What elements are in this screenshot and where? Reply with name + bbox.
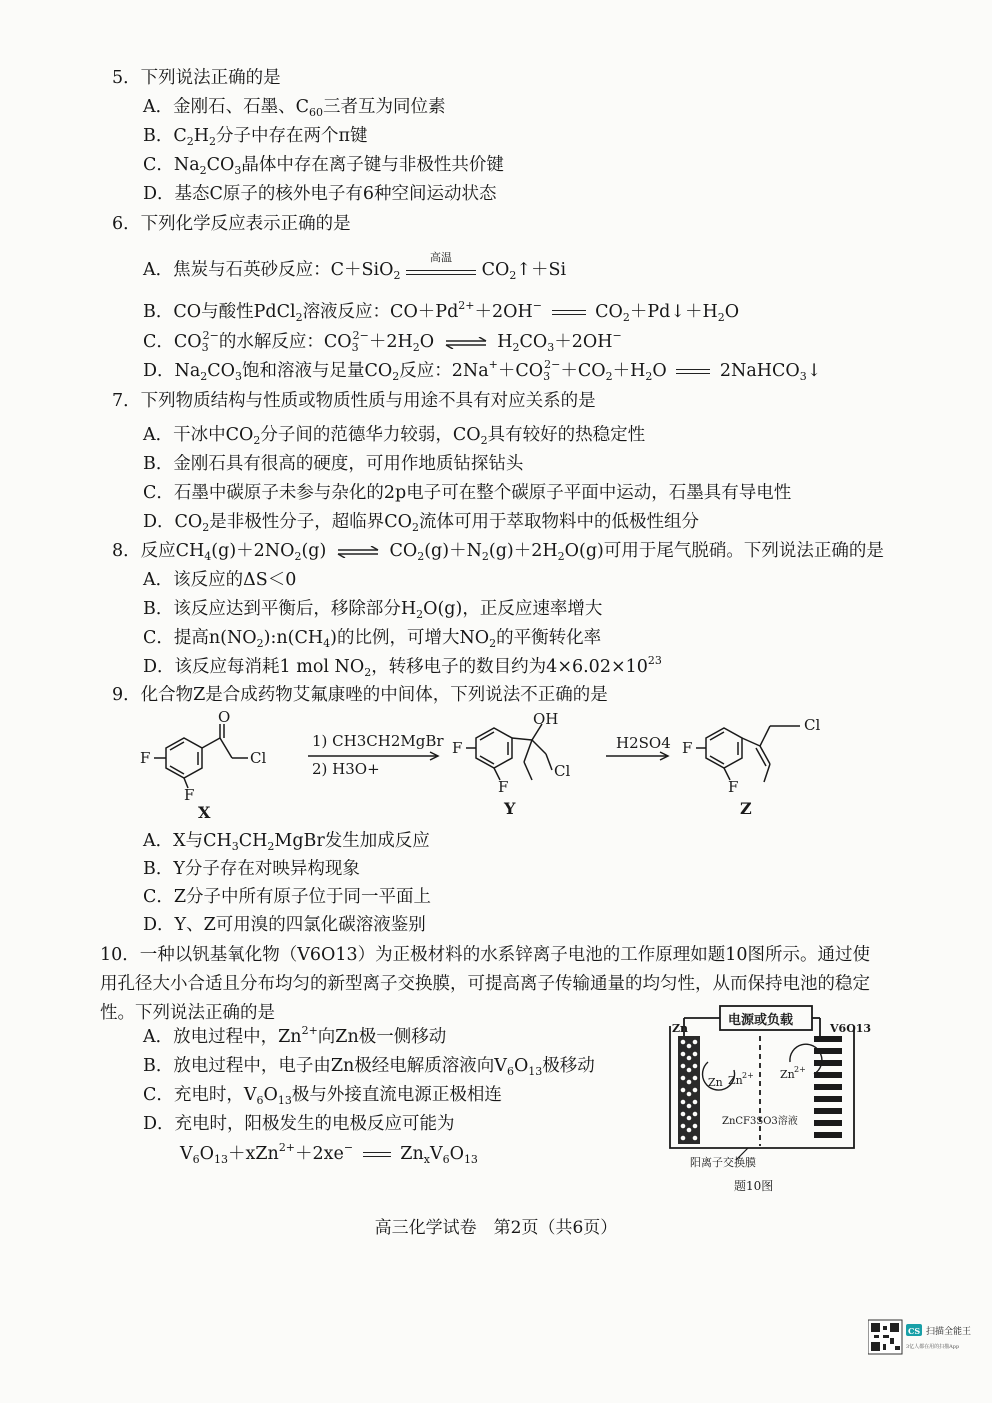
- equilibrium-arrow-icon: [336, 546, 380, 558]
- svg-text:H2SO4: H2SO4: [616, 734, 671, 752]
- q10-option-c: C．充电时，$V_6O_{13}$极与外接直流电源正极相连: [143, 1085, 502, 1107]
- scanner-badge: [868, 1318, 976, 1358]
- qr-code-icon: [868, 1318, 976, 1358]
- svg-text:2+: 2+: [742, 1071, 754, 1080]
- svg-text:Cl: Cl: [250, 749, 267, 767]
- q9-option-d: D．Y、Z可用溴的四氯化碳溶液鉴别: [143, 915, 426, 935]
- svg-text:O: O: [218, 710, 231, 726]
- svg-text:ZnCF3SO3溶液: ZnCF3SO3溶液: [722, 1116, 798, 1127]
- q10-option-a: A．放电过程中，$Zn^{2+}$向Zn极一侧移动: [143, 1024, 447, 1047]
- svg-text:F: F: [498, 778, 509, 796]
- z-benzene-ring: [706, 728, 742, 768]
- svg-text:Zn: Zn: [672, 1022, 689, 1035]
- q10-stem: 10．一种以钒基氧化物（V6O13）为正极材料的水系锌离子电池的工作原理如题10图所示。通过使用孔径大小合适且分布均匀的新型离子交换膜，可提高离子传输通量的均匀性，从而保持电池的稳定性。下列说法正确的是: [100, 945, 870, 1023]
- reaction-scheme: [130, 710, 850, 825]
- svg-text:F: F: [452, 739, 463, 757]
- svg-text:V6O13: V6O13: [830, 1022, 872, 1035]
- high-temp-condition: 高温: [406, 260, 476, 275]
- q8-option-c: C．提高$n(NO_2):n(CH_4)$的比例，可增大$NO_2$的平衡转化率: [143, 628, 602, 650]
- q8-option-d: D．该反应每消耗1 mol $NO_2$，转移电子的数目约为$4\times 6.02\times 10^{23}$: [143, 654, 662, 679]
- q5-option-c: C．$Na_2CO_3$晶体中存在离子键与非极性共价键: [143, 155, 504, 177]
- svg-text:扫描全能王: 扫描全能王: [926, 1327, 972, 1337]
- svg-text:2+: 2+: [794, 1065, 806, 1074]
- x-benzene-ring: [166, 738, 202, 778]
- q5-option-a: A．金刚石、石墨、$C_{60}$三者互为同位素: [143, 97, 446, 119]
- q6-option-a: A．焦炭与石英砂反应：C＋SiO$_2$ 高温 $CO_2↑+Si$: [143, 251, 567, 282]
- svg-text:1) CH3CH2MgBr: 1) CH3CH2MgBr: [312, 732, 444, 750]
- svg-text:OH: OH: [533, 710, 559, 728]
- q5-option-d: D．基态C原子的核外电子有6种空间运动状态: [143, 184, 497, 204]
- q9-stem: 9．化合物Z是合成药物艾氟康唑的中间体，下列说法不正确的是: [112, 685, 608, 705]
- q7-option-c: C．石墨中碳原子未参与杂化的2p电子可在整个碳原子平面中运动，石墨具有导电性: [143, 483, 792, 503]
- svg-text:题10图: 题10图: [734, 1179, 774, 1193]
- q8-option-b: B．该反应达到平衡后，移除部分$H_2O(g)$，正反应速率增大: [143, 599, 603, 621]
- q7-option-d: D．$CO_2$是非极性分子，超临界$CO_2$流体可用于萃取物料中的低极性组分: [143, 512, 700, 534]
- q10-option-d-equation: $V_6O_{13}+xZn^{2+}+2xe^-$ $Zn_xV_6O_{13}$: [180, 1141, 478, 1166]
- q10-option-d: D．充电时，阳极发生的电极反应可能为: [143, 1114, 455, 1134]
- q9-option-c: C．Z分子中所有原子位于同一平面上: [143, 887, 432, 907]
- q6-option-c: C．$CO_3^{2-}$的水解反应：$CO_3^{2-}+2H_2O$ $H_2CO_3+2OH^-$: [143, 329, 622, 354]
- svg-text:Zn: Zn: [728, 1074, 743, 1087]
- svg-text:阳离子交换膜: 阳离子交换膜: [690, 1156, 756, 1169]
- y-benzene-ring: [476, 728, 512, 768]
- svg-text:F: F: [682, 739, 693, 757]
- svg-text:Y: Y: [504, 799, 516, 818]
- q7-option-a: A．干冰中$CO_2$分子间的范德华力较弱，$CO_2$具有较好的热稳定性: [143, 425, 646, 447]
- q8-option-a: A．该反应的ΔS＜0: [143, 570, 297, 590]
- svg-text:F: F: [728, 778, 739, 796]
- q5-stem: 5．下列说法正确的是: [112, 68, 281, 88]
- svg-text:Z: Z: [740, 799, 752, 818]
- q9-option-b: B．Y分子存在对映异构现象: [143, 859, 360, 879]
- svg-text:Cl: Cl: [554, 762, 571, 780]
- page-footer: 高三化学试卷 第2页（共6页）: [374, 1218, 618, 1238]
- q5-option-b: B．$C_2H_2$分子中存在两个π键: [143, 126, 368, 148]
- q10-option-b: B．放电过程中，电子由Zn极经电解质溶液向$V_6O_{13}$极移动: [143, 1056, 595, 1078]
- svg-text:2) H3O+: 2) H3O+: [312, 760, 380, 778]
- svg-text:Zn: Zn: [780, 1068, 795, 1081]
- v6o13-electrode: [814, 1036, 842, 1138]
- svg-text:Cl: Cl: [804, 716, 821, 734]
- q7-option-b: B．金刚石具有很高的硬度，可用作地质钻探钻头: [143, 454, 524, 474]
- svg-text:F: F: [140, 749, 151, 767]
- q7-stem: 7．下列物质结构与性质或物质性质与用途不具有对应关系的是: [112, 391, 596, 411]
- equilibrium-arrow-icon: [444, 337, 488, 349]
- svg-text:F: F: [184, 786, 195, 804]
- q6-option-b: B．CO与酸性PdCl$_2$溶液反应：$CO+Pd^{2+}+2OH^-$ $CO_2+Pd↓+H_2O$: [143, 299, 740, 324]
- svg-text:电源或负载: 电源或负载: [728, 1013, 794, 1028]
- q6-stem: 6．下列化学反应表示正确的是: [112, 214, 351, 234]
- battery-diagram: [664, 1000, 874, 1200]
- q6-option-d: D．$Na_2CO_3$饱和溶液与足量$CO_2$反应：$2Na^++CO_3^{2-}+CO_2+H_2O$ 2NaHCO$_3$↓: [143, 358, 822, 383]
- q9-option-a: A．X与$CH_3CH_2MgBr$发生加成反应: [143, 831, 430, 853]
- q8-stem: 8．反应$CH_4(g)+2NO_2(g)$ $CO_2(g)+N_2(g)+2H_2O(g)$可用于尾气脱硝。下列说法正确的是: [112, 541, 884, 563]
- svg-text:CS: CS: [908, 1326, 921, 1336]
- svg-text:Zn: Zn: [708, 1076, 723, 1089]
- svg-text:3亿人都在用的扫描App: 3亿人都在用的扫描App: [906, 1344, 960, 1350]
- svg-text:X: X: [198, 803, 211, 822]
